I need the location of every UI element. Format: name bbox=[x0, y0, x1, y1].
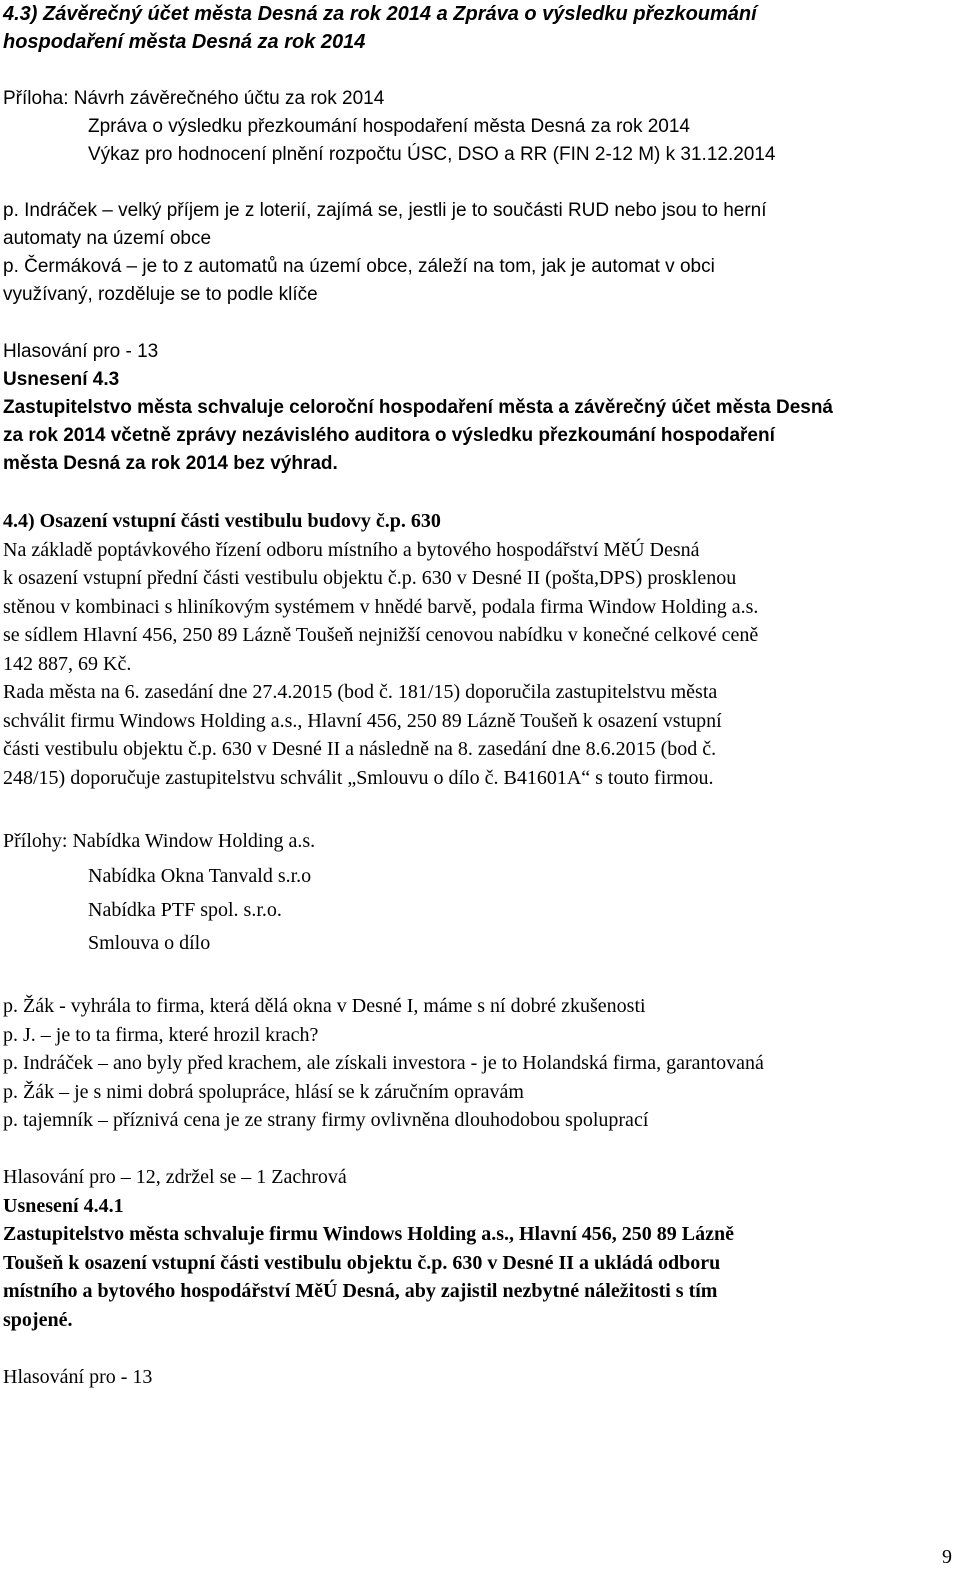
section-44-text-line: Na základě poptávkového řízení odboru místního a bytového hospodářství MěÚ Desná bbox=[3, 539, 700, 561]
discussion-line: p. Indráček – velký příjem je z loterií, zajímá se, jestli je to součásti RUD nebo jsou to herní bbox=[3, 200, 767, 221]
resolution-text-line: místního a bytového hospodářství MěÚ Desná, aby zajistil nezbytné náležitosti s tím bbox=[3, 1280, 718, 1302]
attachment-item: Nabídka PTF spol. s.r.o. bbox=[88, 899, 282, 921]
section-44-text-line: Rada města na 6. zasedání dne 27.4.2015 (bod č. 181/15) doporučila zastupitelstvu města bbox=[3, 681, 718, 703]
vote-result: Hlasování pro - 13 bbox=[3, 341, 159, 362]
discussion-line: automaty na území obce bbox=[3, 228, 212, 249]
section-heading-line-1: 4.3) Závěrečný účet města Desná za rok 2014 a Zpráva o výsledku přezkoumání bbox=[3, 3, 757, 25]
page-number: 9 bbox=[942, 1546, 952, 1568]
resolution-title: Usnesení 4.4.1 bbox=[3, 1195, 124, 1217]
attachments-label-line: Příloha: Návrh závěrečného účtu za rok 2014 bbox=[3, 88, 385, 109]
section-44-text-line: stěnou v kombinaci s hliníkovým systémem v hnědé barvě, podala firma Window Holding a.s. bbox=[3, 596, 759, 618]
section-44-text-line: se sídlem Hlavní 456, 250 89 Lázně Toušeň nejnižší cenovou nabídku v konečné celkové ceně bbox=[3, 624, 759, 646]
resolution-text-line: Zastupitelstvo města schvaluje celoroční hospodaření města a závěrečný účet města Desná bbox=[3, 397, 833, 418]
discussion-line: p. J. – je to ta firma, které hrozil krach? bbox=[3, 1024, 319, 1046]
section-44-text-line: k osazení vstupní přední části vestibulu objektu č.p. 630 v Desné II (pošta,DPS) prosklenou bbox=[3, 567, 737, 589]
resolution-text-line: spojené. bbox=[3, 1309, 73, 1331]
discussion-line: p. tajemník – příznivá cena je ze strany firmy ovlivněna dlouhodobou spoluprací bbox=[3, 1109, 649, 1131]
discussion-line: využívaný, rozděluje se to podle klíče bbox=[3, 284, 318, 305]
discussion-line: p. Indráček – ano byly před krachem, ale získali investora - je to Holandská firma, garantovaná bbox=[3, 1052, 764, 1074]
discussion-line: p. Čermáková – je to z automatů na území obce, záleží na tom, jak je automat v obci bbox=[3, 256, 715, 277]
resolution-text-line: města Desná za rok 2014 bez výhrad. bbox=[3, 453, 338, 474]
section-44-text-line: schválit firmu Windows Holding a.s., Hlavní 456, 250 89 Lázně Toušeň k osazení vstupní bbox=[3, 710, 722, 732]
resolution-title: Usnesení 4.3 bbox=[3, 369, 120, 390]
section-44-text-line: 248/15) doporučuje zastupitelstvu schválit „Smlouvu o dílo č. B41601A“ s touto firmou. bbox=[3, 767, 714, 789]
vote-result: Hlasování pro - 13 bbox=[3, 1366, 153, 1388]
section-heading-line-2: hospodaření města Desná za rok 2014 bbox=[3, 31, 366, 53]
discussion-line: p. Žák - vyhrála to firma, která dělá okna v Desné I, máme s ní dobré zkušenosti bbox=[3, 995, 646, 1017]
section-44-text-line: 142 887, 69 Kč. bbox=[3, 653, 132, 675]
resolution-text-line: Zastupitelstvo města schvaluje firmu Windows Holding a.s., Hlavní 456, 250 89 Lázně bbox=[3, 1223, 734, 1245]
attachments-label-line: Přílohy: Nabídka Window Holding a.s. bbox=[3, 830, 316, 852]
attachment-item: Zpráva o výsledku přezkoumání hospodaření města Desná za rok 2014 bbox=[88, 116, 690, 137]
vote-result: Hlasování pro – 12, zdržel se – 1 Zachrová bbox=[3, 1166, 347, 1188]
attachment-item: Nabídka Okna Tanvald s.r.o bbox=[88, 865, 312, 887]
discussion-line: p. Žák – je s nimi dobrá spolupráce, hlásí se k záručním opravám bbox=[3, 1081, 524, 1103]
section-44-title: 4.4) Osazení vstupní části vestibulu budovy č.p. 630 bbox=[3, 510, 441, 532]
section-44-text-line: části vestibulu objektu č.p. 630 v Desné II a následně na 8. zasedání dne 8.6.2015 (bod č. bbox=[3, 738, 717, 760]
resolution-text-line: za rok 2014 včetně zprávy nezávislého auditora o výsledku přezkoumání hospodaření bbox=[3, 425, 775, 446]
attachment-item: Smlouva o dílo bbox=[88, 932, 211, 954]
attachment-item: Výkaz pro hodnocení plnění rozpočtu ÚSC, DSO a RR (FIN 2-12 M) k 31.12.2014 bbox=[88, 144, 776, 165]
resolution-text-line: Toušeň k osazení vstupní části vestibulu objektu č.p. 630 v Desné II a ukládá odboru bbox=[3, 1252, 721, 1274]
